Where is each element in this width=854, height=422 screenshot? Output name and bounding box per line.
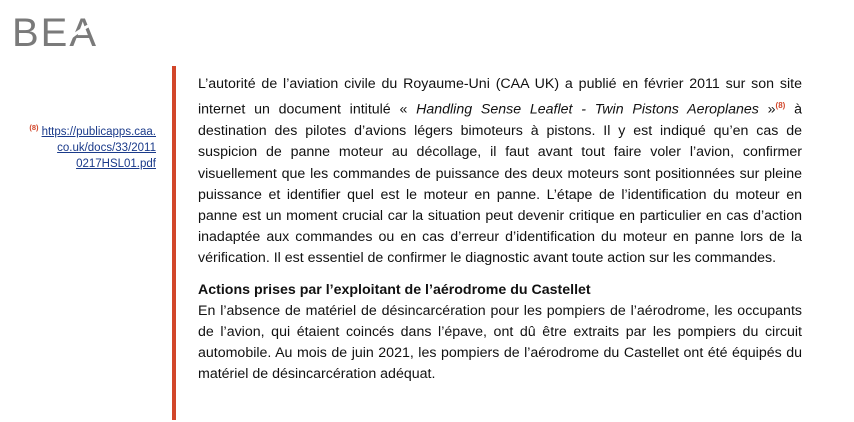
paragraph-castellet: En l’absence de matériel de désincarcération pour les pompiers de l’aérodrome, les occupants de l’avion, qui étaient coincés dans l’épave, ont dû être extraits par les pompiers du circuit automobile. Au mois de juin 2021, les pompiers de l’aérodrome du Castellet ont été équipés du matériel de désincarcération adéquat.	[198, 302, 802, 383]
footnote-8	[10, 120, 156, 172]
paragraph-caa: L’autorité de l’aviation civile du Royaume-Uni (CAA UK) a publié en février 2011 sur son site internet un document intitulé « Handling Sense Leaflet - Twin Pistons Aeroplanes »$^{(8)}$ à destination des pilotes d’avions légers bimoteurs à pistons. Il y est indiqué qu’en cas de suspicion de panne moteur au décollage, il faut avant tout faire voler l’avion, confirmer visuellement que les commandes de puissance des deux moteurs sont positionnées sur pleine puissance et identifier quel est le moteur en panne. L’étape de l’identification du moteur en panne est un moment crucial car la situation peut devenir critique en particulier en cas d’action inadaptée aux commandes ou en cas d’erreur d’identification du moteur en panne lors de la vérification. Il est essentiel de confirmer le diagnostic avant toute action sur les commandes.	[198, 76, 802, 267]
footnote-ref[interactable]: (8)	[775, 101, 786, 111]
bea-logo-mark	[12, 8, 122, 50]
bea-logo-text: BEA	[12, 11, 99, 50]
margin-divider	[172, 66, 176, 420]
footnote-link-line2: co.uk/docs/33/2011	[57, 141, 156, 154]
footnote-link-line3: 0217HSL01.pdf	[76, 157, 156, 170]
document-title: Handling Sense Leaflet - Twin Pistons Aeroplanes	[416, 101, 759, 118]
footnote-link[interactable]	[42, 126, 156, 170]
footnote-link-line1: https://publicapps.caa.	[41, 125, 156, 138]
section-heading: Actions prises par l’exploitant de l’aérodrome du Castellet	[198, 281, 591, 298]
main-text	[198, 74, 802, 386]
bea-logo	[12, 8, 122, 55]
footnote-marker: (8)	[29, 123, 39, 132]
